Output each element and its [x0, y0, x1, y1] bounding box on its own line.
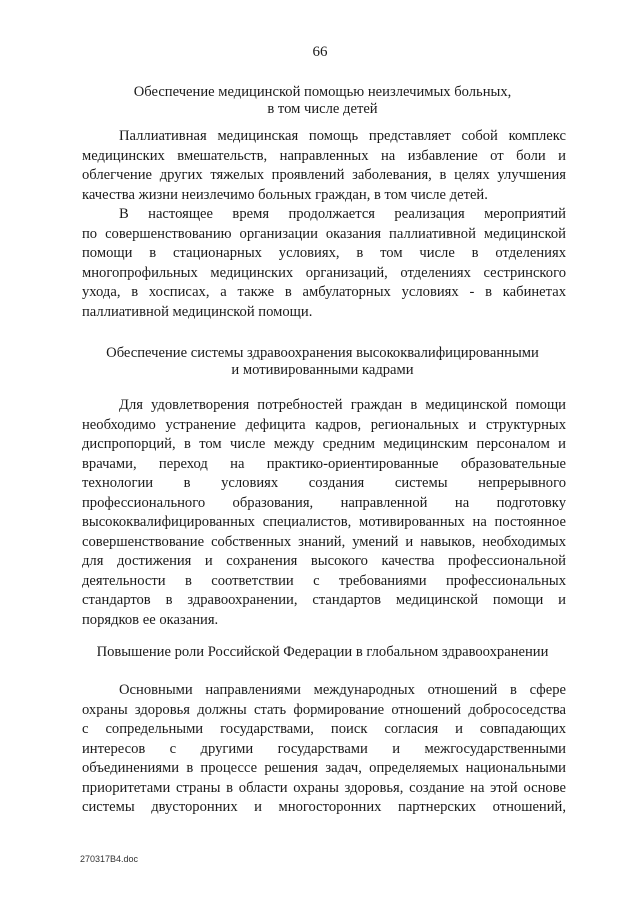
paragraph-line: Для удовлетворения потребностей граждан в медицинской помощи: [119, 397, 566, 413]
paragraph-line: Паллиативная медицинская помощь представляет собой комплекс: [119, 128, 566, 144]
paragraph-line: охраны здоровья должны стать формирование отношений добрососедства: [82, 701, 566, 718]
paragraph-line: качества жизни неизлечимо больных граждан, в том числе детей.: [82, 186, 488, 203]
heading-line: в том числе детей: [267, 101, 378, 117]
paragraph-line: паллиативной медицинской помощи.: [82, 303, 313, 320]
paragraph-line: системы двусторонних и многосторонних партнерских отношений,: [82, 799, 566, 815]
paragraph-line: В настоящее время продолжается реализация мероприятий: [119, 206, 566, 222]
paragraph-line: интересов с другими государствами и межгосударственными: [82, 740, 566, 757]
heading-line: и мотивированными кадрами: [231, 362, 414, 378]
paragraph-line: диспропорций, в том числе между средним медицинским персоналом и: [82, 436, 566, 452]
paragraph-line: стандартов в здравоохранении, стандартов медицинской помощи и: [82, 592, 566, 608]
paragraph: [82, 127, 566, 205]
paragraph-line: деятельности в соответствии с требованиями профессиональных: [82, 572, 566, 589]
heading-line: Обеспечение системы здравоохранения высококвалифицированными: [106, 345, 539, 361]
paragraph-line: облегчение других тяжелых проявлений заболевания, в целях улучшения: [82, 167, 566, 183]
paragraph-line: по совершенствованию организации оказания паллиативной медицинской: [82, 225, 566, 242]
paragraph-line: приоритетами страны в области охраны здоровья, создание на этой основе: [82, 779, 566, 796]
section-heading: [70, 345, 575, 379]
paragraph-line: высококвалифицированных специалистов, мотивированных на постоянное: [82, 514, 566, 530]
footer-filename: 270317В4.doc: [80, 854, 139, 864]
paragraph-line: объединениями в процессе решения задач, определяемых национальными: [82, 760, 566, 776]
page-number: 66: [312, 44, 328, 60]
paragraph-line: профессионального образования, направленной на подготовку: [82, 494, 566, 511]
section-heading: [70, 84, 575, 118]
paragraph-line: многопрофильных медицинских организаций, отделениях сестринского: [82, 264, 566, 281]
paragraph: [82, 396, 566, 630]
paragraph-line: технологии в условиях создания системы непрерывного: [82, 475, 566, 491]
section-heading: [70, 644, 575, 661]
heading-line: Обеспечение медицинской помощью неизлечимых больных,: [133, 84, 512, 100]
paragraph-line: помощи в стационарных условиях, в том числе в отделениях: [82, 245, 566, 261]
paragraph-line: порядков ее оказания.: [82, 611, 219, 628]
paragraph-line: необходимо устранение дефицита кадров, региональных и структурных: [82, 416, 566, 433]
paragraph-line: медицинских вмешательств, направленных на избавление от боли и: [82, 147, 566, 164]
paragraph-line: ухода, в хосписах, а также в амбулаторных условиях - в кабинетах: [82, 284, 566, 300]
paragraph-line: врачами, переход на практико-ориентированные образовательные: [82, 455, 566, 472]
heading-line: Повышение роли Российской Федерации в глобальном здравоохранении: [96, 644, 549, 660]
paragraph-line: для достижения и сохранения высокого качества профессиональной: [82, 553, 566, 569]
paragraph-line: Основными направлениями международных отношений в сфере: [119, 682, 566, 698]
paragraph-line: совершенствование собственных знаний, умений и навыков, необходимых: [82, 533, 566, 550]
paragraph: [82, 681, 566, 818]
paragraph: [82, 205, 566, 322]
paragraph-line: с сопредельными государствами, поиск согласия и совпадающих: [82, 721, 566, 737]
